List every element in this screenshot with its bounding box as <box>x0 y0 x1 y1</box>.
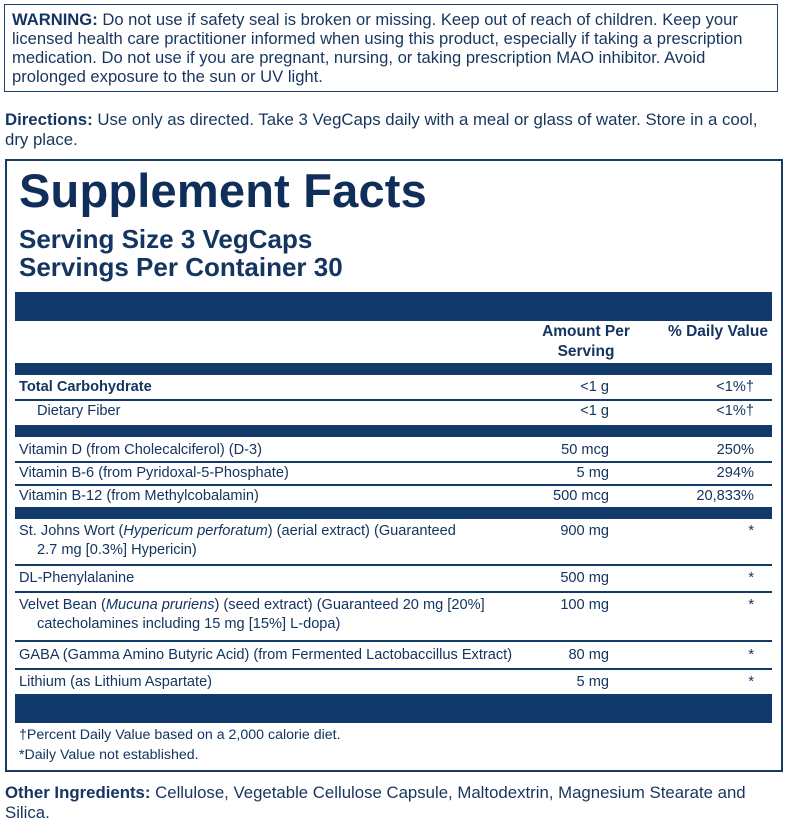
servings-per-container: Servings Per Container 30 <box>19 252 343 282</box>
warning-box <box>4 4 778 92</box>
divider <box>15 461 772 463</box>
daily-value: * <box>748 674 754 690</box>
nutrient-name: DL-Phenylalanine <box>19 570 135 586</box>
amount: <1 g <box>580 403 609 419</box>
divider <box>15 668 772 670</box>
nutrient-name: Vitamin B-12 (from Methylcobalamin) <box>19 488 259 504</box>
serving-size: Serving Size 3 VegCaps <box>19 224 313 254</box>
facts-title: Supplement Facts <box>19 164 428 217</box>
nutrient-name: Total Carbohydrate <box>19 379 152 395</box>
nutrient-name: Velvet Bean (Mucuna pruriens) (seed extract) (Guaranteed 20 mg [20%] catecholamines including 15 mg [15%] L-dopa) <box>19 597 485 632</box>
latin-name: Hypericum perforatum <box>123 523 268 539</box>
table-row <box>19 522 769 562</box>
latin-name: Mucuna pruriens <box>105 597 215 613</box>
daily-value: <1%† <box>716 403 754 419</box>
col-amount-header: Amount Per Serving <box>542 323 630 360</box>
daily-value: 20,833% <box>696 488 754 504</box>
daily-value: * <box>748 597 754 613</box>
supplement-facts-panel <box>5 159 783 772</box>
daily-value: * <box>748 570 754 586</box>
daily-value: 250% <box>716 442 754 458</box>
directions <box>5 110 781 150</box>
daily-value: <1%† <box>716 379 754 395</box>
divider <box>15 640 772 642</box>
footer-bar <box>15 694 772 723</box>
daily-value: * <box>748 523 754 539</box>
nutrient-name: Lithium (as Lithium Aspartate) <box>19 674 213 690</box>
footnote-percent-dv: †Percent Daily Value based on a 2,000 calorie diet. <box>19 727 341 743</box>
amount: <1 g <box>580 379 609 395</box>
header-bar <box>15 292 772 321</box>
daily-value: 294% <box>716 465 754 481</box>
directions-text: Use only as directed. Take 3 VegCaps daily with a meal or glass of water. Store in a cool, dry place. <box>5 110 758 149</box>
footnote-dv-not-established: *Daily Value not established. <box>19 747 199 763</box>
amount: 50 mcg <box>561 442 609 458</box>
nutrient-name: Dietary Fiber <box>37 403 121 419</box>
amount: 900 mg <box>560 523 609 539</box>
warning-label: WARNING: <box>12 10 98 29</box>
table-row <box>19 596 769 636</box>
amount: 500 mg <box>560 570 609 586</box>
nutrient-name: Vitamin D (from Cholecalciferol) (D-3) <box>19 442 263 458</box>
amount: 80 mg <box>568 647 609 663</box>
col-dv-header: % Daily Value <box>668 323 768 340</box>
directions-label: Directions: <box>5 110 93 129</box>
nutrient-name: Vitamin B-6 (from Pyridoxal-5-Phosphate) <box>19 465 289 481</box>
divider <box>15 591 772 593</box>
divider <box>15 564 772 566</box>
amount: 5 mg <box>576 465 609 481</box>
warning-text: Do not use if safety seal is broken or missing. Keep out of reach of children. Keep your licensed health care practitioner informed when using this product, especially if taking a prescription medication. Do not use if you are pregnant, nursing, or taking prescription MAO inhibitor. Avoid prolonged exposure to the sun or UV light. <box>12 10 743 86</box>
section-bar <box>15 507 772 519</box>
nutrient-name: St. Johns Wort (Hypericum perforatum) (aerial extract) (Guaranteed 2.7 mg [0.3%] Hypericin) <box>19 523 456 558</box>
other-ingredients <box>5 783 783 823</box>
nutrient-name: GABA (Gamma Amino Butyric Acid) (from Fermented Lactobaccillus Extract) <box>19 647 513 663</box>
amount: 100 mg <box>560 597 609 613</box>
amount: 500 mcg <box>553 488 609 504</box>
daily-value: * <box>748 647 754 663</box>
section-bar <box>15 363 772 375</box>
divider <box>15 399 772 401</box>
amount: 5 mg <box>576 674 609 690</box>
divider <box>15 484 772 486</box>
section-bar <box>15 425 772 437</box>
other-ingredients-label: Other Ingredients: <box>5 783 151 802</box>
other-ingredients-text: Cellulose, Vegetable Cellulose Capsule, Maltodextrin, Magnesium Stearate and Silica. <box>5 783 746 822</box>
